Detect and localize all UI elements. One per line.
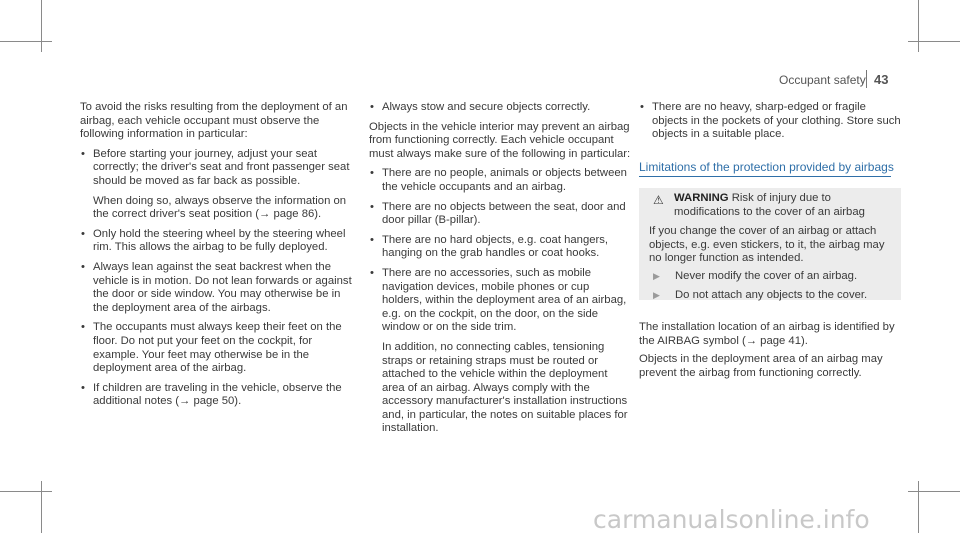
list-item [80,382,352,409]
page-header-title: Occupant safety [779,73,866,87]
watermark: carmanualsonline.info [593,505,870,534]
warning-title: Risk of injury due to modifications to the cover of an airbag [674,192,865,218]
bullet-dot-icon: • [81,321,85,334]
warning-header [674,192,894,219]
list-item [80,148,352,222]
list-item-text: Always stow and secure objects correctly. [382,101,591,113]
list-item-text: There are no hard objects, e.g. coat hangers, hanging on the grab handles or coat hooks. [382,233,609,260]
list-item-text: Before starting your journey, adjust your seat correctly; the driver's seat and front passenger seat should be moved as far back as possible. [93,147,350,187]
list-item [80,228,352,255]
crop-mark [41,481,42,533]
header-divider [866,70,867,88]
bullet-list [369,101,631,115]
list-item [639,101,901,142]
bullet-dot-icon: • [370,233,374,246]
column-1 [80,101,352,415]
warning-triangle-icon: ⚠ [653,193,664,207]
bullet-dot-icon: • [81,227,85,240]
step-arrow-icon: ▶ [653,271,660,281]
crop-mark [0,41,52,42]
bullet-dot-icon: • [81,260,85,273]
crop-mark [908,41,960,42]
paragraph: Objects in the deployment area of an airbag may prevent the airbag from functioning correctly. [639,353,883,379]
list-item [369,267,631,436]
bullet-dot-icon: • [370,101,374,113]
bullet-list [369,167,631,436]
list-item-text: Always lean against the seat backrest when the vehicle is in motion. Do not lean forwards or against the door or side window. You may otherwise be in the deployment area of the airbags. [93,260,352,314]
crop-mark [918,0,919,52]
list-item-text: The occupants must always keep their feet on the floor. Do not put your feet on the cockpit, for example. Your feet may otherwise be in the deployment area of the airbag. [93,321,342,375]
warning-label: WARNING [674,192,729,204]
bullet-dot-icon: • [640,101,644,113]
list-item-text: Only hold the steering wheel by the steering wheel rim. This allows the airbag to be fully deployed. [93,227,346,254]
column-3-body [639,321,901,385]
crop-mark [908,491,960,492]
column-2 [369,101,631,442]
crop-mark [918,481,919,533]
crop-mark [0,491,52,492]
list-item-text: There are no heavy, sharp-edged or fragile objects in the pockets of your clothing. Store such objects in a suitable place. [652,101,901,141]
crop-mark [41,0,42,52]
column-3 [639,101,901,148]
list-item [80,321,352,375]
list-item-text: There are no accessories, such as mobile navigation devices, mobile phones or cup holders, within the deployment area of an airbag, e.g. on the cockpit, on the door, on the side window or on the side trim. [382,266,627,334]
intro-text: To avoid the risks resulting from the deployment of an airbag, each vehicle occupant must observe the following information in particular: [80,101,348,141]
page-number: 43 [874,72,889,87]
warning-step [649,289,867,301]
paragraph: The installation location of an airbag is identified by the AIRBAG symbol (→ page 41). [639,321,895,347]
list-item-text: If children are traveling in the vehicle, observe the additional notes (→ page 50). [93,381,342,408]
bullet-dot-icon: • [370,266,374,279]
bullet-dot-icon: • [370,167,374,180]
list-item [369,234,631,261]
intro-text: Objects in the vehicle interior may prevent an airbag from functioning correctly. Each vehicle occupant must always make sure of the following in particular: [369,120,631,160]
bullet-list [639,101,901,142]
step-arrow-icon: ▶ [653,290,660,300]
section-heading: Limitations of the protection provided by airbags [639,160,894,174]
list-item [80,261,352,315]
bullet-dot-icon: • [81,147,85,160]
list-item-text: In addition, no connecting cables, tensioning straps or retaining straps must be routed or attached to the vehicle within the deployment area of an airbag. Always comply with the accessory manufacturer's installation instructions and, in particular, the notes on suitable places for installation. [382,340,628,435]
section-heading-underline [639,176,891,177]
bullet-dot-icon: • [370,200,374,213]
warning-step-text: Do not attach any objects to the cover. [675,289,868,301]
warning-body: If you change the cover of an airbag or attach objects, e.g. even stickers, to it, the airbag may no longer function as intended. [649,225,885,265]
list-item [369,167,631,194]
list-item-text: There are no people, animals or objects between the vehicle occupants and an airbag. [382,167,627,193]
warning-step [649,270,857,282]
bullet-dot-icon: • [81,381,85,394]
list-item [369,201,631,228]
list-item-text: There are no objects between the seat, door and door pillar (B-pillar). [382,200,626,227]
bullet-list [80,148,352,409]
list-item-text: When doing so, always observe the information on the correct driver's seat position (→ page 86). [93,194,347,221]
list-item [369,101,631,115]
warning-box [639,188,901,300]
warning-step-text: Never modify the cover of an airbag. [675,270,858,282]
